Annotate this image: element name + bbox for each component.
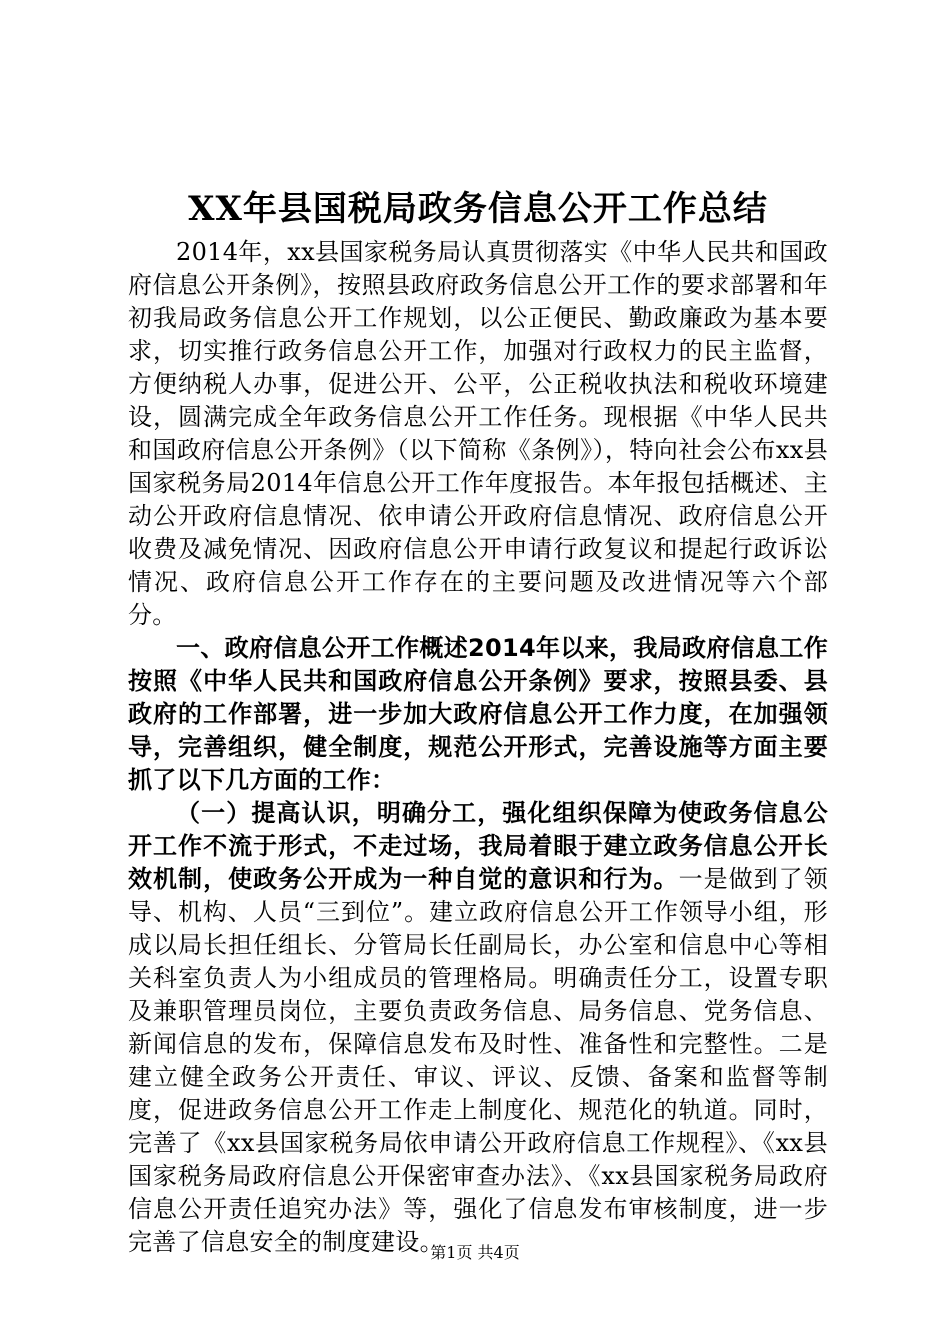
page-number: 第1页 共4页 (430, 1243, 520, 1262)
document-title: XX年县国税局政务信息公开工作总结 (188, 189, 768, 229)
paragraph-intro: 2014年，xx县国家税务局认真贯彻落实《中华人民共和国政府信息公开条例》，按照县政府政务信息公开工作的要求部署和年初我局政务信息公开工作规划，以公正便民、勤政廉政为基本要求，切实推行政务信息公开工作，加强对行政权力的民主监督，方便纳税人办事，促进公开、公平，公正税收执法和税收环境建设，圆满完成全年政务信息公开工作任务。现根据《中华人民共和国政府信息公开条例》（以下简称《条例》），特向社会公布xx县国家税务局2014年信息公开工作年度报告。本年报包括概述、主动公开政府信息情况、依申请公开政府信息情况、政府信息公开收费及减免情况、因政府信息公开申请行政复议和提起行政诉讼情况、政府信息公开工作存在的主要问题及改进情况等六个部分。 (128, 238, 828, 629)
section-one-body: 一是做到了领导、机构、人员“三到位”。建立政府信息公开工作领导小组，形成以局长担任组长、分管局长任副局长，办公室和信息中心等相关科室负责人为小组成员的管理格局。明确责任分工，设置专职及兼职管理员岗位，主要负责政务信息、局务信息、党务信息、新闻信息的发布，保障信息发布及时性、准备性和完整性。二是建立健全政务公开责任、审议、评议、反馈、备案和监督等制度，促进政务信息公开工作走上制度化、规范化的轨道。同时，完善了《xx县国家税务局依申请公开政府信息工作规程》、《xx县国家税务局政府信息公开保密审查办法》、《xx县国家税务局政府信息公开责任追究办法》等，强化了信息发布审核制度，进一步完善了信息安全的制度建设。 (128, 865, 828, 1256)
paragraph-overview: 一、政府信息公开工作概述2014年以来，我局政府信息工作按照《中华人民共和国政府信息公开条例》要求，按照县委、县政府的工作部署，进一步加大政府信息公开工作力度，在加强领导，完善组织，健全制度，规范公开形式，完善设施等方面主要抓了以下几方面的工作： (128, 634, 828, 794)
document-body (128, 236, 828, 1259)
section-one-heading: （一）提高认识，明确分工，强化组织保障为使政务信息公开工作不流于形式，不走过场，我局着眼于建立政务信息公开长效机制，使政务公开成为一种自觉的意识和行为。 (128, 799, 828, 893)
paragraph-section-one (128, 797, 828, 1259)
